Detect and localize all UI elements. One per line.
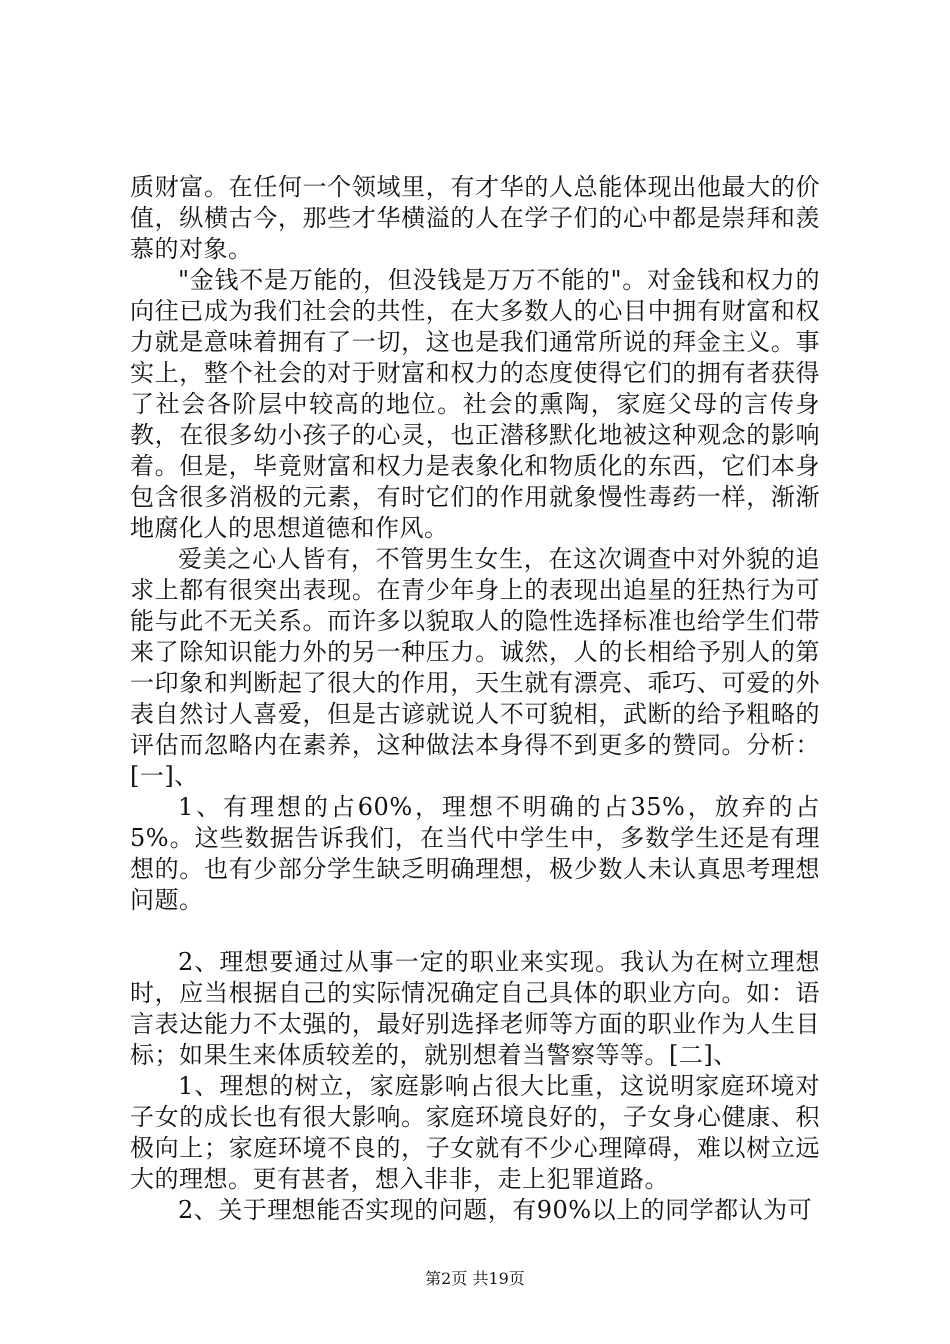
paragraph-analysis-2-1: 1、理想的树立，家庭影响占很大比重，这说明家庭环境对子女的成长也有很大影响。家庭环境良好的，子女身心健康、积极向上；家庭环境不良的，子女就有不少心理障碍，难以树立远大的理想。更有甚者，想入非非，走上犯罪道路。 bbox=[130, 1072, 820, 1193]
paragraph-continuation: 质财富。在任何一个领域里，有才华的人总能体现出他最大的价值，纵横古今，那些才华横溢的人在学子们的心中都是崇拜和羡慕的对象。 bbox=[130, 173, 820, 263]
paragraph-spacer bbox=[130, 916, 820, 947]
paragraph-appearance: 爱美之心人皆有，不管男生女生，在这次调查中对外貌的追求上都有很突出表现。在青少年身上的表现出追星的狂热行为可能与此不无关系。而许多以貌取人的隐性选择标准也给学生们带来了除知识能力外的另一种压力。诚然，人的长相给予别人的第一印象和判断起了很大的作用，天生就有漂亮、乖巧、可爱的外表自然讨人喜爱，但是古谚就说人不可貌相，武断的给予粗略的评估而忽略内在素养，这种做法本身得不到更多的赞同。分析：[一]、 bbox=[130, 545, 820, 790]
paragraph-analysis-2-2: 2、关于理想能否实现的问题，有90%以上的同学都认为可 bbox=[178, 1196, 813, 1224]
page-footer: 第2页 共19页 bbox=[425, 1269, 525, 1288]
paragraph-money-power: "金钱不是万能的，但没钱是万万不能的"。对金钱和权力的向往已成为我们社会的共性，在大多数人的心目中拥有财富和权力就是意味着拥有了一切，这也是我们通常所说的拜金主义。事实上，整个社会的对于财富和权力的态度使得它们的拥有者获得了社会各阶层中较高的地位。社会的熏陶，家庭父母的言传身教，在很多幼小孩子的心灵，也正潜移默化地被这种观念的影响着。但是，毕竟财富和权力是表象化和物质化的东西，它们本身包含很多消极的元素，有时它们的作用就象慢性毒药一样，渐渐地腐化人的思想道德和作风。 bbox=[130, 266, 820, 542]
document-body bbox=[130, 172, 820, 1226]
paragraph-analysis-1-2: 2、理想要通过从事一定的职业来实现。我认为在树立理想时，应当根据自己的实际情况确定自己具体的职业方向。如：语言表达能力不太强的，最好别选择老师等方面的职业作为人生目标；如果生来体质较差的，就别想着当警察等等。[二]、 bbox=[130, 948, 820, 1069]
paragraph-analysis-1-1: 1、有理想的占60%，理想不明确的占35%，放弃的占5%。这些数据告诉我们，在当代中学生中，多数学生还是有理想的。也有少部分学生缺乏明确理想，极少数人未认真思考理想问题。 bbox=[130, 793, 820, 914]
